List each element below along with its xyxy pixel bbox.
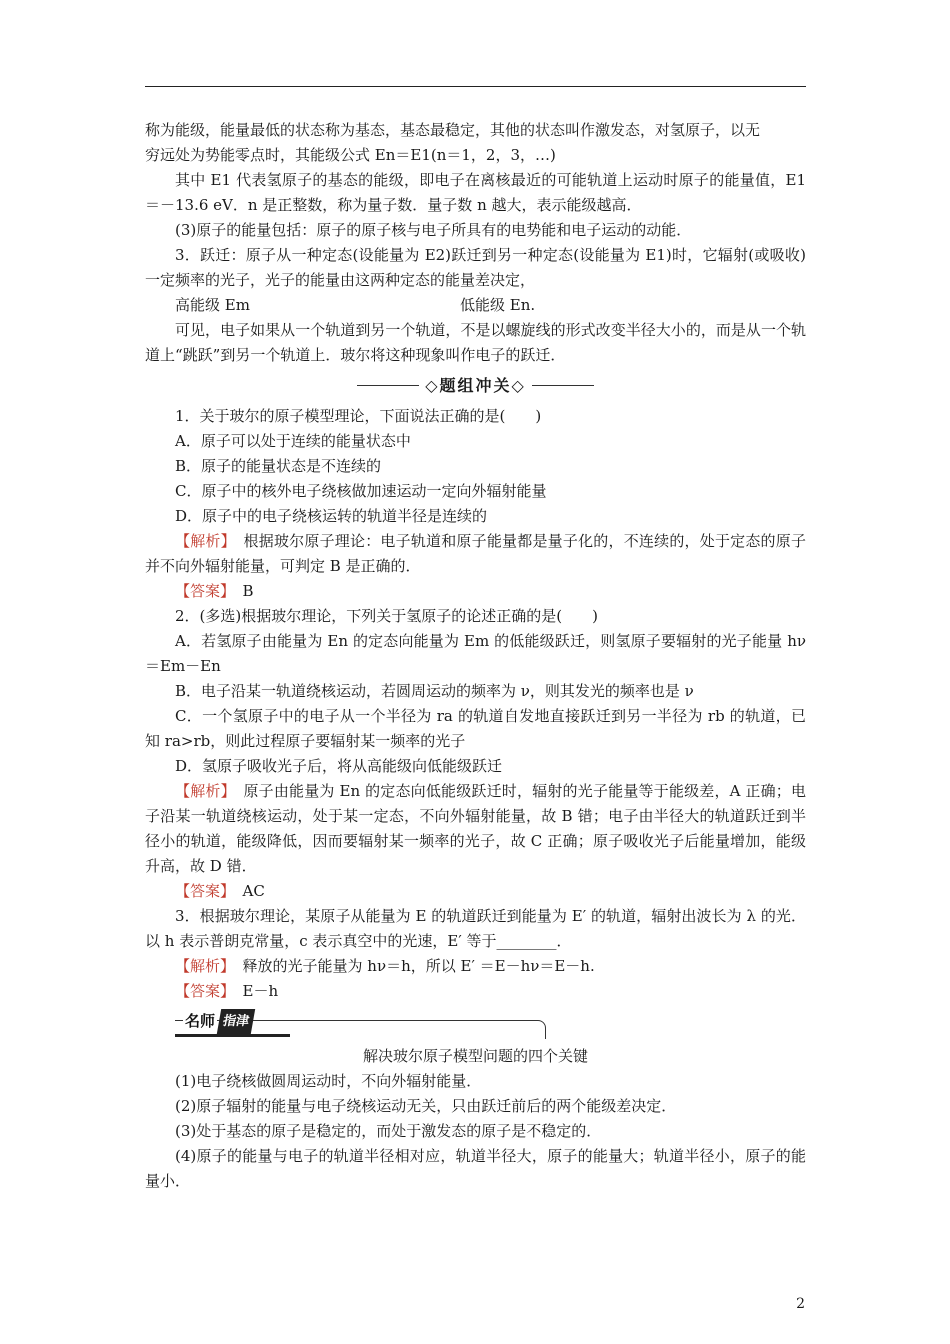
q3-stem: 3．根据玻尔理论，某原子从能量为 E 的轨道跃迁到能量为 E′ 的轨道，辐射出波长为 λ 的光．以 h 表示普朗克常量，c 表示真空中的光速，E′ 等于________． xyxy=(145,907,806,950)
intro-paragraph-5: 可见，电子如果从一个轨道到另一个轨道，不是以螺旋线的形式改变半径大小的，而是从一个轨道上“跳跃”到另一个轨道上．玻尔将这种现象叫作电子的跃迁． xyxy=(145,321,806,364)
section-header-line-right xyxy=(532,385,594,386)
intro-paragraph-1-cont: 穷远处为势能零点时，其能级公式 En＝E1(n＝1，2，3，…) xyxy=(145,146,556,164)
q2-stem: 2．(多选)根据玻尔理论，下列关于氢原子的论述正确的是( ) xyxy=(175,607,598,625)
q2-option-b: B．电子沿某一轨道绕核运动，若圆周运动的频率为 ν，则其发光的频率也是 ν xyxy=(175,682,694,700)
q2-analysis-text: 原子由能量为 En 的定态向低能级跃迁时，辐射的光子能量等于能级差，A 正确；电子沿某一轨道绕核运动，处于某一定态，不向外辐射能量，故 B 错；电子由半径大的轨道跃迁到半径小的轨道，能级降低，因而要辐射某一频率的光子，故 C 正确；原子吸收光子后能量增加，能级升高，故 D 错． xyxy=(145,782,806,875)
q1-option-b: B．原子的能量状态是不连续的 xyxy=(175,457,382,475)
q1-analysis-text: 根据玻尔原子理论：电子轨道和原子能量都是量子化的，不连续的，处于定态的原子并不向外辐射能量，可判定 B 是正确的． xyxy=(145,532,806,575)
energy-level-row xyxy=(145,293,806,318)
q2-answer-text: AC xyxy=(242,882,265,900)
tip-badge-main: 名师 xyxy=(183,1009,217,1034)
page-number: 2 xyxy=(796,1296,805,1312)
q1-stem: 1．关于玻尔的原子模型理论，下面说法正确的是( ) xyxy=(175,407,542,425)
q1-option-c: C．原子中的核外电子绕核做加速运动一定向外辐射能量 xyxy=(175,482,547,500)
q1-option-d: D．原子中的电子绕核运转的轨道半径是连续的 xyxy=(175,507,488,525)
answer-label: 【答案】 xyxy=(175,882,228,900)
q1-answer xyxy=(145,579,806,604)
intro-paragraph-3: (3)原子的能量包括：原子的原子核与电子所具有的电势能和电子运动的动能． xyxy=(175,221,692,239)
section-header xyxy=(145,370,806,400)
teacher-tip-banner xyxy=(145,1008,806,1038)
section-header-line-left xyxy=(357,385,419,386)
tip-item-1: (1)电子绕核做圆周运动时，不向外辐射能量． xyxy=(175,1072,482,1090)
tip-badge-accent: 指津 xyxy=(217,1009,255,1034)
section-header-title: ◇题组冲关◇ xyxy=(425,375,526,395)
q1-option-a: A．原子可以处于连续的能量状态中 xyxy=(175,432,411,450)
intro-paragraph-4: 3．跃迁：原子从一种定态(设能量为 E2)跃迁到另一种定态(设能量为 E1)时，它辐射(或吸收)一定频率的光子，光子的能量由这两种定态的能量差决定， xyxy=(145,246,806,289)
q1-analysis xyxy=(145,529,806,579)
intro-paragraph-2: 其中 E1 代表氢原子的基态的能级，即电子在离核最近的可能轨道上运动时原子的能量值，E1＝－13.6 eV．n 是正整数，称为量子数．量子数 n 越大，表示能级越高． xyxy=(145,171,806,214)
tip-item-2: (2)原子辐射的能量与电子绕核运动无关，只由跃迁前后的两个能级差决定． xyxy=(175,1097,677,1115)
document-body xyxy=(145,118,806,1194)
tip-item-3: (3)处于基态的原子是稳定的，而处于激发态的原子是不稳定的． xyxy=(175,1122,602,1140)
answer-label: 【答案】 xyxy=(175,982,228,1000)
high-energy-level: 高能级 Em xyxy=(175,296,250,314)
q3-answer xyxy=(145,979,806,1004)
analysis-label: 【解析】 xyxy=(175,782,229,800)
q2-option-a: A．若氢原子由能量为 En 的定态向能量为 Em 的低能级跃迁，则氢原子要辐射的光子能量 hν＝Em－En xyxy=(145,632,806,675)
tip-title: 解决玻尔原子模型问题的四个关键 xyxy=(362,1047,588,1065)
tip-badge xyxy=(183,1010,253,1032)
answer-label: 【答案】 xyxy=(175,582,228,600)
q1-answer-text: B xyxy=(242,582,254,600)
q2-option-c: C．一个氢原子中的电子从一个半径为 ra 的轨道自发地直接跃迁到另一半径为 rb 的轨道，已知 ra>rb，则此过程原子要辐射某一频率的光子 xyxy=(145,707,806,750)
q3-analysis xyxy=(145,954,806,979)
q2-option-d: D．氢原子吸收光子后，将从高能级向低能级跃迁 xyxy=(175,757,503,775)
q3-analysis-text: 释放的光子能量为 hν＝h，所以 E′ ＝E－hν＝E－h. xyxy=(242,957,595,975)
analysis-label: 【解析】 xyxy=(175,532,229,550)
analysis-label: 【解析】 xyxy=(175,957,228,975)
tip-underline xyxy=(175,1034,290,1037)
tip-item-4: (4)原子的能量与电子的轨道半径相对应，轨道半径大，原子的能量大；轨道半径小，原子的能量小． xyxy=(145,1147,806,1190)
intro-paragraph-1: 称为能级，能量最低的状态称为基态，基态最稳定，其他的状态叫作激发态，对氢原子，以无 xyxy=(145,121,761,139)
low-energy-level: 低能级 En. xyxy=(460,296,536,314)
q3-answer-text: E－h xyxy=(242,982,279,1000)
q2-answer xyxy=(145,879,806,904)
q2-analysis xyxy=(145,779,806,879)
header-rule xyxy=(145,86,806,87)
